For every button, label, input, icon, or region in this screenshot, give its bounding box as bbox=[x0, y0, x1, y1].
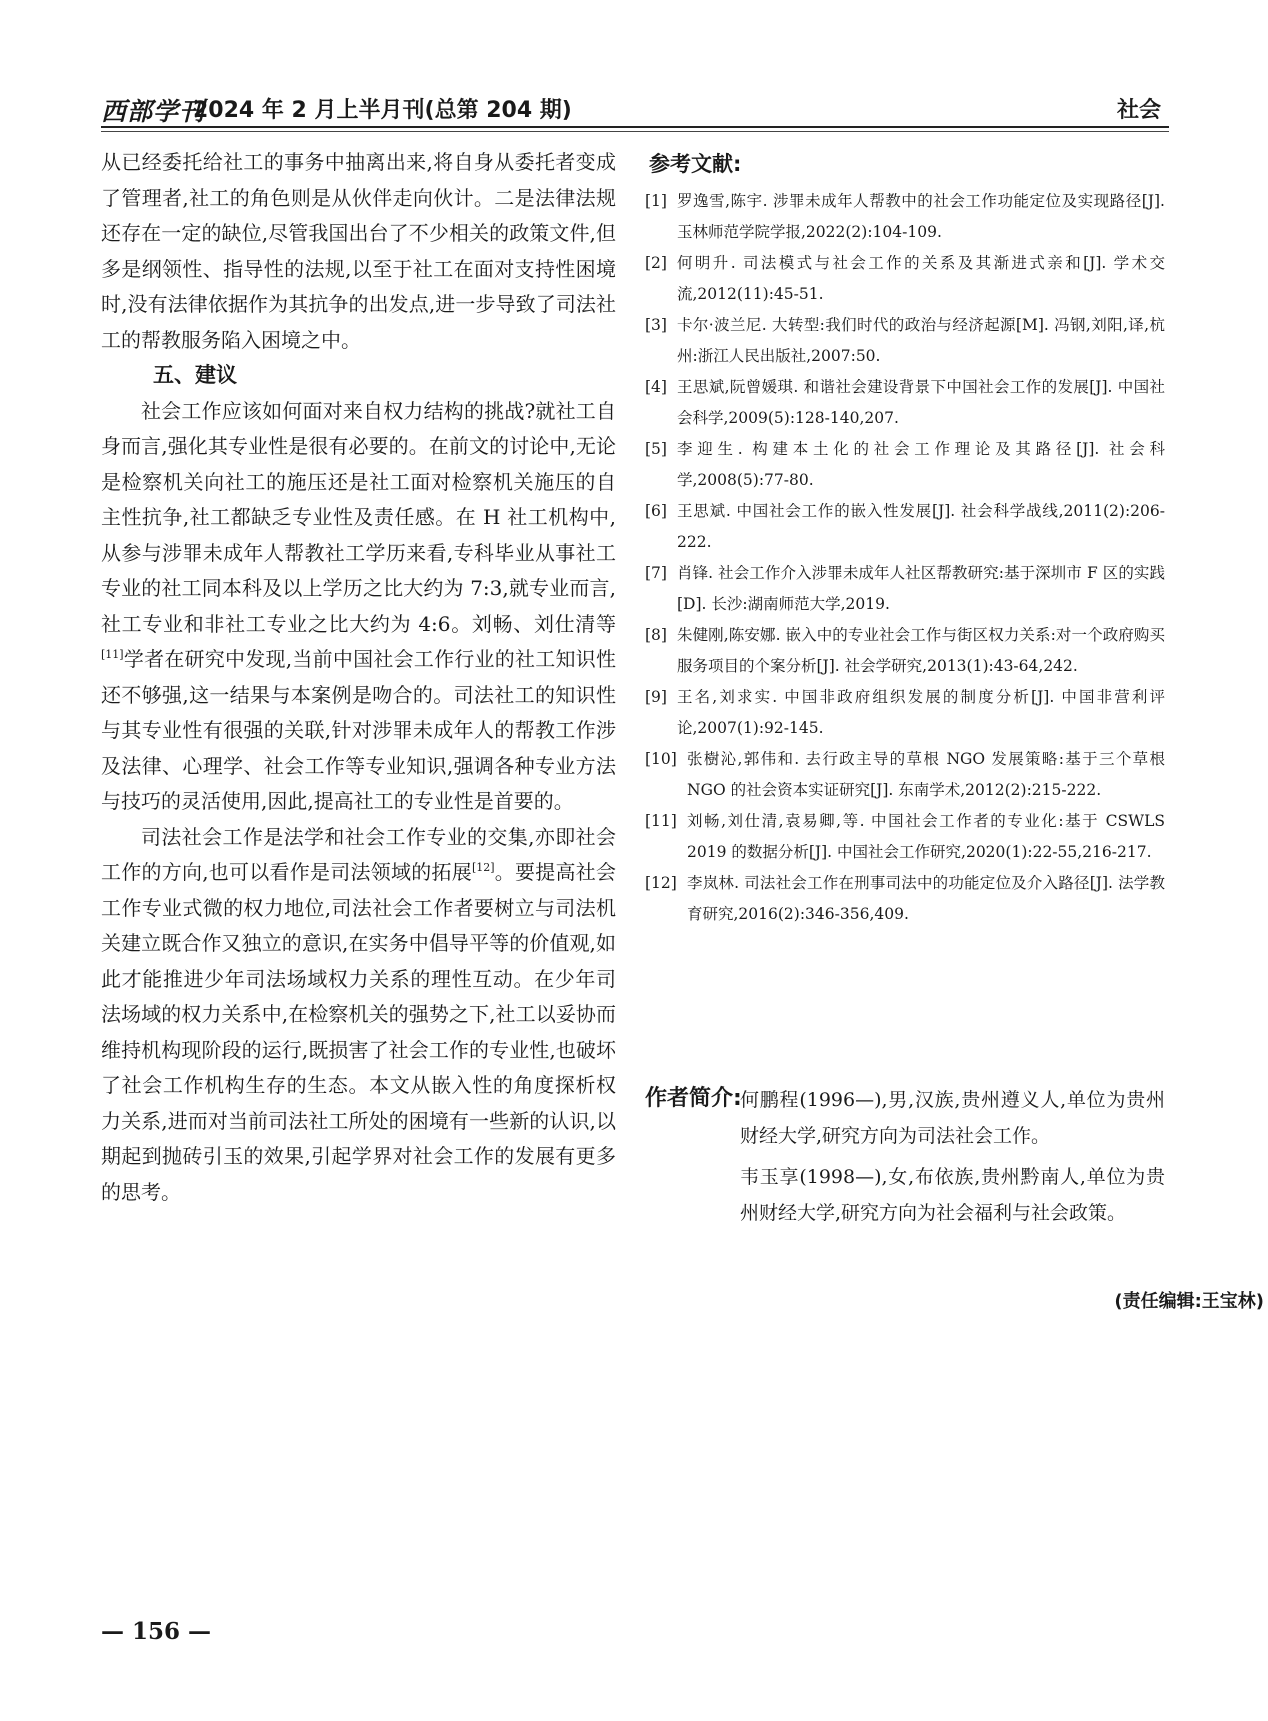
reference-item bbox=[645, 434, 1165, 496]
paragraph-text: 。要提高社会工作专业式微的权力地位,司法社会工作者要树立与司法机关建立既合作又独立的意识,在实务中倡导平等的价值观,如此才能推进少年司法场域权力关系的理性互动。在少年司法场域的权力关系中,在检察机关的强势之下,社工以妥协而维持机构现阶段的运行,既损害了社会工作的专业性,也破坏了社会工作机构生存的生态。本文从嵌入性的角度探析权力关系,进而对当前司法社工所处的困境有一些新的认识,以期起到抛砖引玉的效果,引起学界对社会工作的发展有更多的思考。 bbox=[101, 860, 616, 1204]
reference-number: [12] bbox=[645, 874, 677, 892]
responsible-editor: (责任编辑:王宝林) bbox=[1114, 1291, 1264, 1312]
reference-number: [6] bbox=[645, 502, 667, 520]
reference-number: [1] bbox=[645, 192, 667, 210]
page-number: — 156 — bbox=[101, 1618, 212, 1645]
author-bio-label: 作者简介: bbox=[645, 1086, 742, 1111]
reference-number: [10] bbox=[645, 750, 677, 768]
body-paragraph: 从已经委托给社工的事务中抽离出来,将自身从委托者变成了管理者,社工的角色则是从伙伴走向伙计。二是法律法规还存在一定的缺位,尽管我国出台了不少相关的政策文件,但多是纲领性、指导性的法规,以至于社工在面对支持性困境时,没有法律依据作为其抗争的出发点,进一步导致了司法社工的帮教服务陷入困境之中。 bbox=[101, 150, 616, 352]
reference-text: 肖锋. 社会工作介入涉罪未成年人社区帮教研究:基于深圳市 F 区的实践[D]. 长沙:湖南师范大学,2019. bbox=[677, 564, 1165, 613]
reference-text: 刘畅,刘仕清,袁易卿,等. 中国社会工作者的专业化:基于 CSWLS 2019 的数据分析[J]. 中国社会工作研究,2020(1):22-55,216-217. bbox=[687, 812, 1165, 861]
reference-text: 王名,刘求实. 中国非政府组织发展的制度分析[J]. 中国非营利评论,2007(1):92-145. bbox=[677, 688, 1165, 737]
body-paragraph bbox=[101, 820, 616, 1211]
reference-text: 朱健刚,陈安娜. 嵌入中的专业社会工作与街区权力关系:对一个政府购买服务项目的个案分析[J]. 社会学研究,2013(1):43-64,242. bbox=[677, 626, 1165, 675]
reference-text: 何明升. 司法模式与社会工作的关系及其渐进式亲和[J]. 学术交流,2012(11):45-51. bbox=[677, 254, 1165, 303]
header-rule bbox=[101, 126, 1169, 128]
paragraph-text: 社会工作应该如何面对来自权力结构的挑战?就社工自身而言,强化其专业性是很有必要的。在前文的讨论中,无论是检察机关向社工的施压还是社工面对检察机关施压的自主性抗争,社工都缺乏专业性及责任感。在 H 社工机构中,从参与涉罪未成年人帮教社工学历来看,专科毕业从事社工专业的社工同本科及以上学历之比大约为 7:3,就专业而言,社工专业和非社工专业之比大约为 4:6。刘畅、刘仕清等 bbox=[101, 398, 616, 636]
reference-number: [5] bbox=[645, 440, 667, 458]
reference-number: [8] bbox=[645, 626, 667, 644]
paragraph-text: 司法社会工作是法学和社会工作专业的交集,亦即社会工作的方向,也可以看作是司法领域的拓展 bbox=[101, 824, 616, 884]
reference-item bbox=[645, 806, 1165, 868]
journal-logo: 西部学刊 bbox=[101, 97, 206, 126]
reference-text: 张樹沁,郭伟和. 去行政主导的草根 NGO 发展策略:基于三个草根 NGO 的社会资本实证研究[J]. 东南学术,2012(2):215-222. bbox=[687, 750, 1165, 799]
author-entry: 韦玉享(1998—),女,布依族,贵州黔南人,单位为贵州财经大学,研究方向为社会福利与社会政策。 bbox=[740, 1166, 1165, 1224]
reference-item bbox=[645, 558, 1165, 620]
section-label: 社会 bbox=[1116, 98, 1161, 123]
reference-number: [2] bbox=[645, 254, 667, 272]
reference-number: [3] bbox=[645, 316, 667, 334]
reference-number: [4] bbox=[645, 378, 667, 396]
reference-item bbox=[645, 372, 1165, 434]
paragraph-text: 学者在研究中发现,当前中国社会工作行业的社工知识性还不够强,这一结果与本案例是吻合的。司法社工的知识性与其专业性有很强的关联,针对涉罪未成年人的帮教工作涉及法律、心理学、社会工作等专业知识,强调各种专业方法与技巧的灵活使用,因此,提高社工的专业性是首要的。 bbox=[101, 647, 616, 813]
reference-text: 卡尔·波兰尼. 大转型:我们时代的政治与经济起源[M]. 冯钢,刘阳,译,杭州:浙江人民出版社,2007:50. bbox=[677, 316, 1165, 365]
reference-text: 罗逸雪,陈宇. 涉罪未成年人帮教中的社会工作功能定位及实现路径[J]. 玉林师范学院学报,2022(2):104-109. bbox=[677, 192, 1165, 241]
reference-text: 李迎生. 构建本土化的社会工作理论及其路径[J]. 社会科学,2008(5):77-80. bbox=[677, 440, 1165, 489]
references-heading: 参考文献: bbox=[649, 152, 742, 176]
references-section bbox=[645, 146, 1165, 930]
body-paragraph bbox=[101, 394, 616, 820]
header-rule-thin bbox=[101, 131, 1169, 132]
citation-marker[interactable]: [12] bbox=[471, 861, 495, 874]
reference-item bbox=[645, 496, 1165, 558]
issue-info: 2024 年 2 月上半月刊(总第 204 期) bbox=[193, 98, 572, 123]
reference-item bbox=[645, 868, 1165, 930]
citation-marker[interactable]: [11] bbox=[101, 648, 124, 661]
author-entry: 何鹏程(1996—),男,汉族,贵州遵义人,单位为贵州财经大学,研究方向为司法社会工作。 bbox=[740, 1089, 1165, 1147]
reference-item bbox=[645, 248, 1165, 310]
reference-item bbox=[645, 620, 1165, 682]
reference-text: 王思斌. 中国社会工作的嵌入性发展[J]. 社会科学战线,2011(2):206-222. bbox=[677, 502, 1165, 551]
reference-number: [7] bbox=[645, 564, 667, 582]
reference-number: [11] bbox=[645, 812, 677, 830]
reference-item bbox=[645, 310, 1165, 372]
reference-text: 王思斌,阮曾媛琪. 和谐社会建设背景下中国社会工作的发展[J]. 中国社会科学,2009(5):128-140,207. bbox=[677, 378, 1165, 427]
section-heading: 五、建议 bbox=[153, 363, 237, 387]
reference-item bbox=[645, 744, 1165, 806]
reference-item bbox=[645, 682, 1165, 744]
reference-number: [9] bbox=[645, 688, 667, 706]
reference-text: 李岚林. 司法社会工作在刑事司法中的功能定位及介入路径[J]. 法学教育研究,2016(2):346-356,409. bbox=[687, 874, 1165, 923]
left-column bbox=[101, 145, 616, 1210]
reference-item bbox=[645, 186, 1165, 248]
page-header bbox=[101, 84, 1169, 128]
author-bio-body bbox=[740, 1083, 1165, 1231]
